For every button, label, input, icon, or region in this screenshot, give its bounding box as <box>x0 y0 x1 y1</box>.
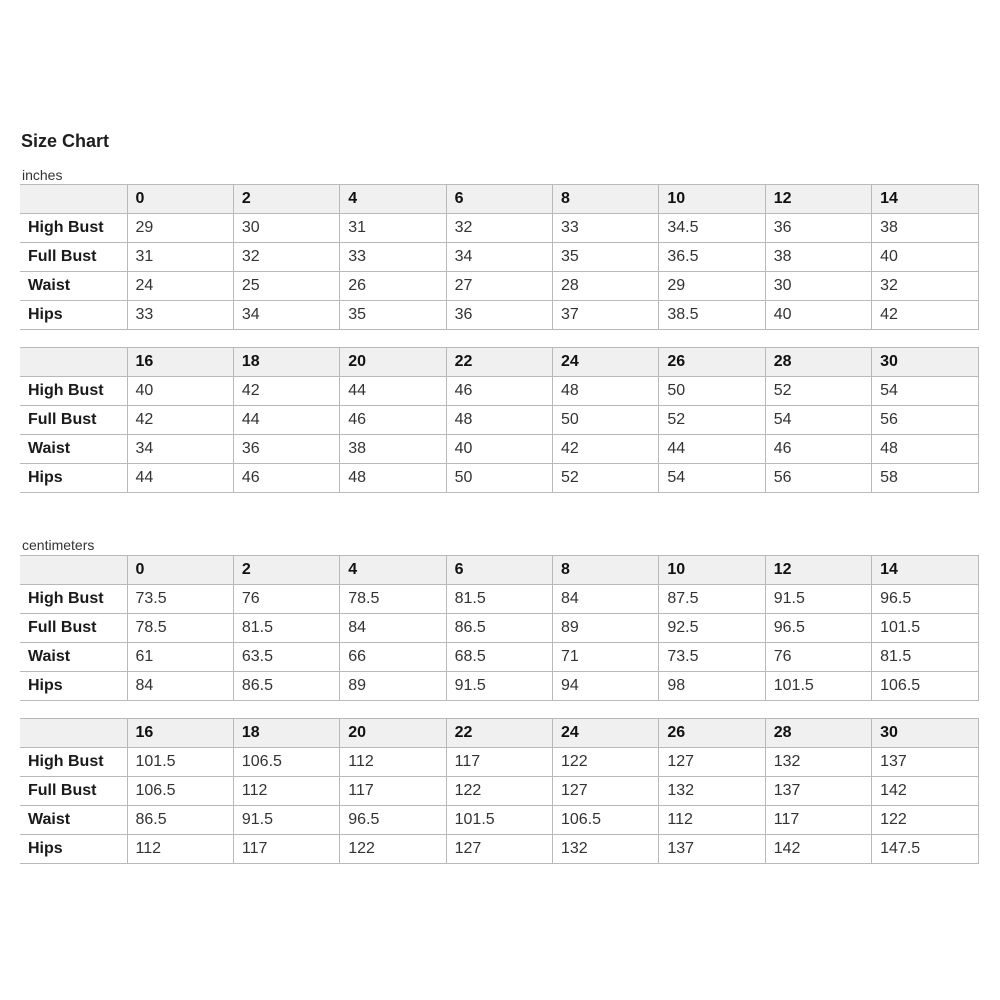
size-header-cell: 0 <box>127 556 233 585</box>
measurement-value: 78.5 <box>127 614 233 643</box>
measurement-value: 42 <box>233 377 339 406</box>
measurement-value: 27 <box>446 272 552 301</box>
measurement-value: 48 <box>553 377 659 406</box>
measurement-value: 89 <box>340 672 446 701</box>
measurement-value: 96.5 <box>340 806 446 835</box>
measurement-value: 38 <box>765 243 871 272</box>
measurement-label: Full Bust <box>20 406 127 435</box>
measurement-value: 54 <box>659 464 765 493</box>
measurement-value: 50 <box>446 464 552 493</box>
measurement-value: 98 <box>659 672 765 701</box>
size-header-cell: 8 <box>553 556 659 585</box>
measurement-value: 91.5 <box>233 806 339 835</box>
measurement-value: 147.5 <box>872 835 978 864</box>
measurement-value: 35 <box>340 301 446 330</box>
header-corner-cell <box>20 348 127 377</box>
size-header-row <box>20 348 978 377</box>
measurement-value: 46 <box>446 377 552 406</box>
measurement-value: 132 <box>659 777 765 806</box>
size-header-cell: 10 <box>659 185 765 214</box>
centimeters-size-table-1 <box>20 555 979 701</box>
measurement-value: 31 <box>340 214 446 243</box>
size-header-row <box>20 556 978 585</box>
measurement-value: 29 <box>127 214 233 243</box>
measurement-value: 132 <box>765 748 871 777</box>
measurement-value: 117 <box>340 777 446 806</box>
measurement-value: 38 <box>872 214 978 243</box>
measurement-value: 29 <box>659 272 765 301</box>
size-header-cell: 14 <box>872 556 978 585</box>
measurement-value: 34 <box>127 435 233 464</box>
measurement-value: 30 <box>233 214 339 243</box>
measurement-value: 101.5 <box>446 806 552 835</box>
size-header-cell: 20 <box>340 719 446 748</box>
header-corner-cell <box>20 719 127 748</box>
size-header-cell: 26 <box>659 348 765 377</box>
header-corner-cell <box>20 185 127 214</box>
measurement-value: 117 <box>765 806 871 835</box>
measurement-value: 101.5 <box>872 614 978 643</box>
measurement-value: 106.5 <box>127 777 233 806</box>
measurement-value: 117 <box>446 748 552 777</box>
measurement-value: 56 <box>872 406 978 435</box>
size-header-cell: 4 <box>340 556 446 585</box>
measurement-label: Hips <box>20 835 127 864</box>
measurement-value: 112 <box>340 748 446 777</box>
measurement-value: 76 <box>765 643 871 672</box>
measurement-value: 87.5 <box>659 585 765 614</box>
size-header-row <box>20 719 978 748</box>
size-header-cell: 2 <box>233 556 339 585</box>
measurement-label: Full Bust <box>20 777 127 806</box>
measurement-value: 44 <box>233 406 339 435</box>
measurement-value: 40 <box>765 301 871 330</box>
measurement-value: 122 <box>446 777 552 806</box>
inches-size-table-1 <box>20 184 979 330</box>
measurement-value: 32 <box>872 272 978 301</box>
size-header-cell: 0 <box>127 185 233 214</box>
size-header-cell: 4 <box>340 185 446 214</box>
measurement-value: 31 <box>127 243 233 272</box>
measurement-value: 63.5 <box>233 643 339 672</box>
measurement-value: 40 <box>127 377 233 406</box>
measurement-value: 122 <box>553 748 659 777</box>
measurement-value: 122 <box>340 835 446 864</box>
size-header-cell: 12 <box>765 185 871 214</box>
measurement-label: Waist <box>20 435 127 464</box>
measurement-value: 96.5 <box>872 585 978 614</box>
measurement-value: 37 <box>553 301 659 330</box>
measurement-value: 58 <box>872 464 978 493</box>
measurement-value: 94 <box>553 672 659 701</box>
measurement-value: 32 <box>446 214 552 243</box>
size-header-cell: 12 <box>765 556 871 585</box>
measurement-value: 36.5 <box>659 243 765 272</box>
measurement-value: 36 <box>765 214 871 243</box>
measurement-value: 46 <box>765 435 871 464</box>
measurement-value: 28 <box>553 272 659 301</box>
measurement-value: 61 <box>127 643 233 672</box>
measurement-label: Hips <box>20 464 127 493</box>
measurement-value: 142 <box>872 777 978 806</box>
table-row <box>20 643 978 672</box>
measurement-value: 66 <box>340 643 446 672</box>
measurement-value: 35 <box>553 243 659 272</box>
measurement-value: 84 <box>340 614 446 643</box>
measurement-label: Full Bust <box>20 614 127 643</box>
size-header-cell: 18 <box>233 348 339 377</box>
size-header-cell: 8 <box>553 185 659 214</box>
measurement-value: 36 <box>233 435 339 464</box>
measurement-value: 44 <box>127 464 233 493</box>
inches-unit-label: inches <box>22 167 63 183</box>
size-header-cell: 6 <box>446 185 552 214</box>
table-row <box>20 806 978 835</box>
measurement-value: 112 <box>233 777 339 806</box>
size-header-cell: 30 <box>872 719 978 748</box>
table-row <box>20 585 978 614</box>
measurement-value: 48 <box>446 406 552 435</box>
measurement-value: 122 <box>872 806 978 835</box>
measurement-value: 106.5 <box>553 806 659 835</box>
measurement-value: 112 <box>127 835 233 864</box>
measurement-value: 34 <box>446 243 552 272</box>
measurement-value: 30 <box>765 272 871 301</box>
measurement-label: High Bust <box>20 585 127 614</box>
measurement-value: 127 <box>659 748 765 777</box>
measurement-value: 48 <box>872 435 978 464</box>
measurement-value: 33 <box>553 214 659 243</box>
measurement-value: 46 <box>340 406 446 435</box>
measurement-value: 112 <box>659 806 765 835</box>
measurement-value: 78.5 <box>340 585 446 614</box>
table-row <box>20 777 978 806</box>
table-row <box>20 614 978 643</box>
measurement-value: 56 <box>765 464 871 493</box>
measurement-value: 25 <box>233 272 339 301</box>
size-header-cell: 22 <box>446 348 552 377</box>
measurement-value: 38 <box>340 435 446 464</box>
table-row <box>20 406 978 435</box>
measurement-value: 54 <box>765 406 871 435</box>
size-header-cell: 26 <box>659 719 765 748</box>
measurement-label: High Bust <box>20 377 127 406</box>
size-header-cell: 2 <box>233 185 339 214</box>
measurement-value: 84 <box>127 672 233 701</box>
size-header-cell: 22 <box>446 719 552 748</box>
measurement-value: 42 <box>872 301 978 330</box>
measurement-value: 50 <box>553 406 659 435</box>
measurement-value: 89 <box>553 614 659 643</box>
measurement-label: Waist <box>20 643 127 672</box>
header-corner-cell <box>20 556 127 585</box>
measurement-value: 84 <box>553 585 659 614</box>
measurement-label: Waist <box>20 806 127 835</box>
measurement-value: 26 <box>340 272 446 301</box>
table-row <box>20 243 978 272</box>
measurement-value: 86.5 <box>446 614 552 643</box>
measurement-value: 73.5 <box>127 585 233 614</box>
measurement-value: 36 <box>446 301 552 330</box>
measurement-value: 76 <box>233 585 339 614</box>
measurement-value: 24 <box>127 272 233 301</box>
measurement-value: 68.5 <box>446 643 552 672</box>
measurement-value: 91.5 <box>765 585 871 614</box>
measurement-value: 42 <box>553 435 659 464</box>
measurement-value: 44 <box>659 435 765 464</box>
measurement-value: 106.5 <box>233 748 339 777</box>
measurement-value: 92.5 <box>659 614 765 643</box>
measurement-value: 137 <box>765 777 871 806</box>
measurement-value: 81.5 <box>233 614 339 643</box>
measurement-value: 52 <box>765 377 871 406</box>
table-row <box>20 301 978 330</box>
measurement-value: 32 <box>233 243 339 272</box>
measurement-value: 81.5 <box>872 643 978 672</box>
measurement-value: 81.5 <box>446 585 552 614</box>
measurement-value: 42 <box>127 406 233 435</box>
table-row <box>20 272 978 301</box>
measurement-value: 34 <box>233 301 339 330</box>
size-header-cell: 16 <box>127 719 233 748</box>
measurement-value: 52 <box>659 406 765 435</box>
measurement-value: 142 <box>765 835 871 864</box>
measurement-value: 50 <box>659 377 765 406</box>
size-header-cell: 6 <box>446 556 552 585</box>
measurement-label: High Bust <box>20 214 127 243</box>
size-header-cell: 30 <box>872 348 978 377</box>
size-header-cell: 24 <box>553 348 659 377</box>
measurement-value: 38.5 <box>659 301 765 330</box>
measurement-value: 71 <box>553 643 659 672</box>
measurement-value: 91.5 <box>446 672 552 701</box>
size-header-cell: 16 <box>127 348 233 377</box>
measurement-value: 127 <box>446 835 552 864</box>
centimeters-size-table-2 <box>20 718 979 864</box>
inches-size-table-2 <box>20 347 979 493</box>
measurement-value: 33 <box>340 243 446 272</box>
measurement-label: Hips <box>20 672 127 701</box>
measurement-value: 101.5 <box>127 748 233 777</box>
table-row <box>20 214 978 243</box>
size-header-cell: 10 <box>659 556 765 585</box>
measurement-value: 86.5 <box>233 672 339 701</box>
measurement-value: 48 <box>340 464 446 493</box>
measurement-value: 101.5 <box>765 672 871 701</box>
size-header-cell: 14 <box>872 185 978 214</box>
size-header-cell: 24 <box>553 719 659 748</box>
size-header-cell: 28 <box>765 348 871 377</box>
measurement-value: 44 <box>340 377 446 406</box>
measurement-value: 132 <box>553 835 659 864</box>
page-title: Size Chart <box>21 131 110 151</box>
measurement-label: Hips <box>20 301 127 330</box>
table-row <box>20 672 978 701</box>
measurement-value: 127 <box>553 777 659 806</box>
measurement-value: 73.5 <box>659 643 765 672</box>
measurement-value: 40 <box>446 435 552 464</box>
size-header-row <box>20 185 978 214</box>
measurement-value: 96.5 <box>765 614 871 643</box>
size-header-cell: 18 <box>233 719 339 748</box>
measurement-value: 117 <box>233 835 339 864</box>
measurement-value: 86.5 <box>127 806 233 835</box>
measurement-label: Waist <box>20 272 127 301</box>
table-row <box>20 835 978 864</box>
table-row <box>20 748 978 777</box>
measurement-value: 40 <box>872 243 978 272</box>
size-header-cell: 28 <box>765 719 871 748</box>
measurement-label: Full Bust <box>20 243 127 272</box>
size-header-cell: 20 <box>340 348 446 377</box>
measurement-value: 52 <box>553 464 659 493</box>
measurement-value: 34.5 <box>659 214 765 243</box>
measurement-value: 106.5 <box>872 672 978 701</box>
table-row <box>20 435 978 464</box>
table-row <box>20 377 978 406</box>
centimeters-unit-label: centimeters <box>22 537 95 553</box>
measurement-label: High Bust <box>20 748 127 777</box>
measurement-value: 137 <box>872 748 978 777</box>
measurement-value: 137 <box>659 835 765 864</box>
table-row <box>20 464 978 493</box>
measurement-value: 54 <box>872 377 978 406</box>
measurement-value: 33 <box>127 301 233 330</box>
measurement-value: 46 <box>233 464 339 493</box>
